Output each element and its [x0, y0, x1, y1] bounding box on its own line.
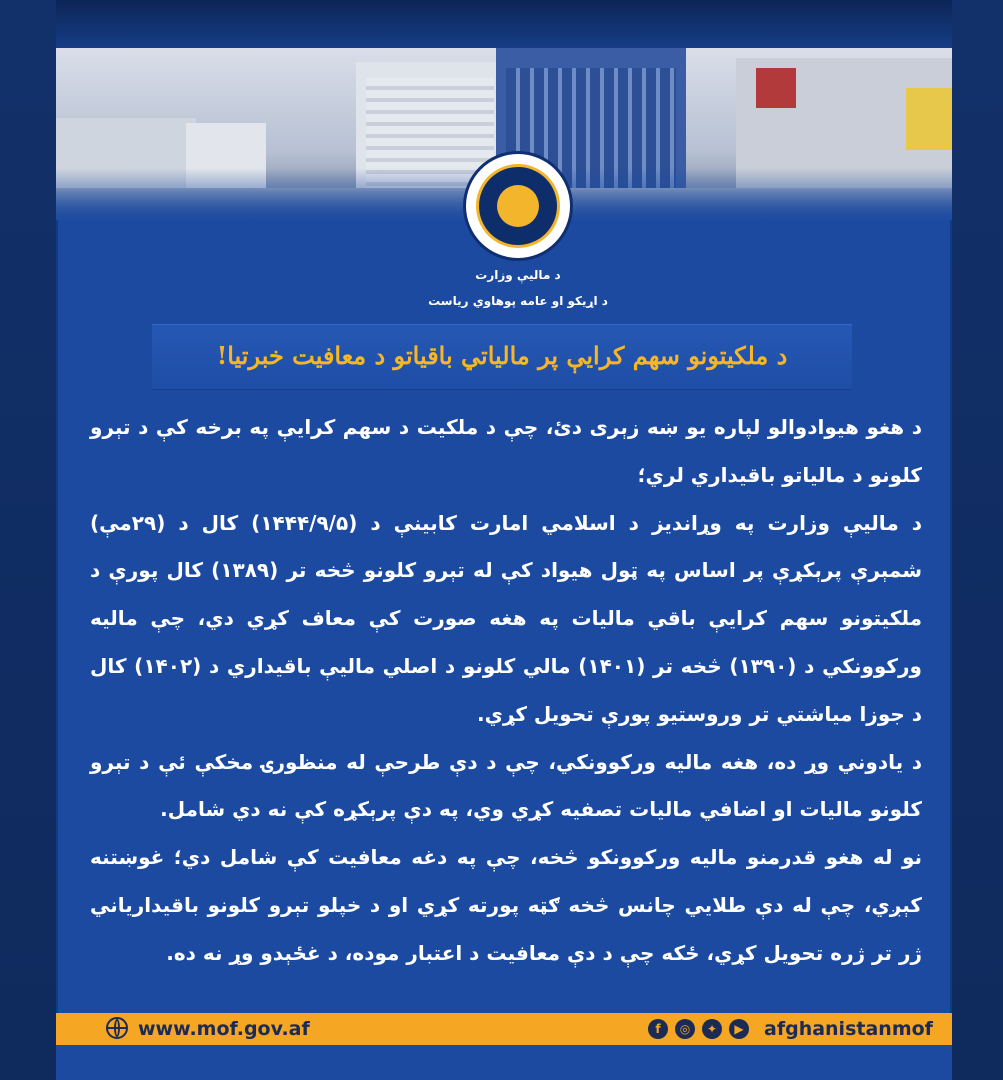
footer-bar	[56, 1013, 952, 1045]
paragraph: نو له هغو قدرمنو مالیه ورکوونکو څخه، چې په دغه معافیت کې شامل دي؛ غوښتنه کېږي، چې له دې طلایي چانس څخه ګټه پورته کړي او د خپلو تېرو کلونو باقیداریاني ژر تر ژره تحویل کړي، ځکه چې د دې معافیت د اعتبار موده، د غځېدو وړ نه ده.	[90, 845, 922, 965]
facebook-icon[interactable]: f	[648, 1019, 668, 1039]
announcement-body	[90, 404, 922, 978]
department-name: د اړیکو او عامه پوهاوي ریاست	[428, 294, 608, 308]
paragraph: د مالیې وزارت په وړاندیز د اسلامي امارت کابینې د (۱۴۴۴/۹/۵) کال د (۲۹مې) شمېرې پرېکړې پر اساس په ټول هیواد کې له تېرو کلونو څخه تر (۱۳۸۹) کال پورې د ملکیتونو سهم کرایې باقي مالیات په هغه صورت کې معاف کړي دي، چې مالیه ورکوونکي د (۱۳۹۰) څخه تر (۱۴۰۱) مالي کلونو د اصلي مالیې باقیداري د (۱۴۰۲) کال د جوزا میاشتي تر وروستیو پورې تحویل کړي.	[90, 510, 923, 726]
instagram-icon[interactable]: ◎	[675, 1019, 695, 1039]
globe-icon	[106, 1017, 128, 1039]
announcement-title: د ملکیتونو سهم کرایې پر مالیاتي باقیاتو د معافیت خبرتیا!	[216, 341, 788, 370]
paragraph: د یادوني وړ ده، هغه مالیه ورکوونکي، چې د دې طرحې له منظورۍ مخکې ئې د تېرو کلونو مالیات او اضافي مالیات تصفیه کړي وي، په دې پرېکړه کې نه دي شامل.	[90, 749, 922, 822]
emblem-icon	[497, 185, 539, 227]
paragraph: د هغو هیوادوالو لپاره یو ښه زېری دئ، چې د ملکیت د سهم کرایې په برخه کې د تېرو کلونو د مالیاتو باقیداري لري؛	[90, 415, 922, 487]
top-strip	[56, 0, 952, 48]
social-handle[interactable]: afghanistanmof	[764, 1018, 933, 1040]
youtube-icon[interactable]: ▶	[729, 1019, 749, 1039]
website-link[interactable]: www.mof.gov.af	[138, 1018, 310, 1040]
footer-bottom	[56, 1045, 952, 1080]
ministry-logo	[466, 154, 570, 258]
ministry-name: د مالیې وزارت	[475, 268, 561, 282]
title-bar	[152, 324, 852, 390]
twitter-icon[interactable]: ✦	[702, 1019, 722, 1039]
